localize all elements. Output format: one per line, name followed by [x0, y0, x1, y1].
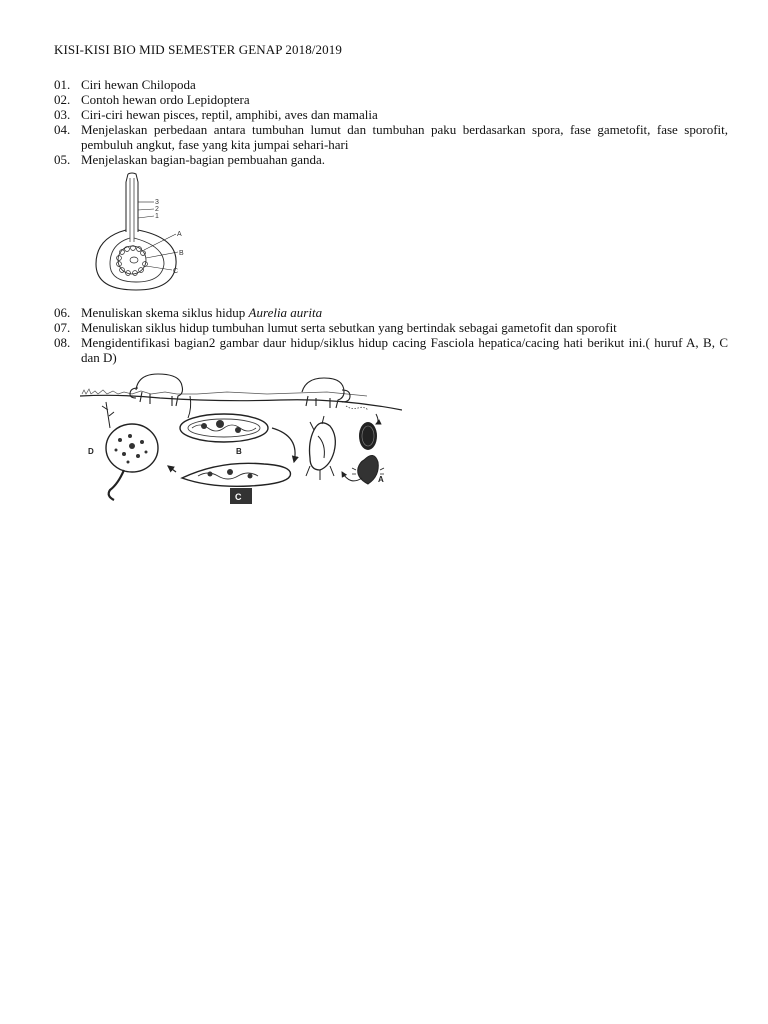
item-number: 03. [54, 107, 71, 122]
sheep-icon [130, 374, 183, 406]
item-number: 02. [54, 92, 71, 107]
list-item [54, 320, 728, 335]
label-a: A [177, 231, 182, 238]
list-item [54, 305, 728, 320]
item-number: 06. [54, 305, 71, 320]
document-title: KISI-KISI BIO MID SEMESTER GENAP 2018/2019 [54, 42, 342, 57]
label-b: B [179, 250, 184, 257]
list-item [54, 152, 728, 167]
fasciola-life-cycle-figure [80, 366, 402, 506]
item-number: 05. [54, 152, 71, 167]
item-text: Menuliskan siklus hidup tumbuhan lumut serta sebutkan yang bertindak sebagai gametofit dan sporofit [81, 320, 617, 335]
item-number: 04. [54, 122, 71, 137]
embryo-sac [117, 246, 148, 276]
item-text: Menjelaskan bagian-bagian pembuahan ganda. [81, 152, 326, 167]
item-text: Ciri-ciri hewan pisces, reptil, amphibi, aves dan mamalia [81, 107, 378, 122]
item-text: Contoh hewan ordo Lepidoptera [81, 92, 250, 107]
list-item [54, 92, 728, 107]
label-1: 1 [155, 213, 159, 220]
item-text: Menjelaskan perbedaan antara tumbuhan lumut dan tumbuhan paku berdasarkan spora, fase gametofit, fase sporofit, pembuluh angkut, fase yang kita jumpai sehari-hari [81, 122, 728, 152]
label-3: 3 [155, 199, 159, 206]
question-list-b [54, 305, 728, 365]
list-item [54, 122, 728, 152]
label-d: D [88, 447, 94, 456]
item-text: Mengidentifikasi bagian2 gambar daur hidup/siklus hidup cacing Fasciola hepatica/cacing hati berikut ini.( huruf A, B, C dan D) [81, 335, 728, 365]
item-text-plain: Menuliskan skema siklus hidup [81, 305, 246, 320]
question-list-a [54, 77, 728, 167]
life-cycle-diagram [80, 366, 402, 506]
item-number: 08. [54, 335, 71, 350]
list-item [54, 77, 728, 92]
item-text: Ciri hewan Chilopoda [81, 77, 196, 92]
stage-d [106, 424, 158, 500]
label-b: B [236, 447, 242, 456]
item-number: 07. [54, 320, 71, 335]
sheep-icon [302, 378, 350, 408]
stage-b [180, 414, 268, 442]
label-c: C [235, 492, 242, 502]
list-item [54, 335, 728, 365]
label-c: C [173, 268, 179, 275]
label-2: 2 [155, 206, 159, 213]
list-item [54, 107, 728, 122]
item-text [81, 305, 728, 320]
item-number: 01. [54, 77, 71, 92]
snail-icon [306, 416, 335, 480]
species-name: Aurelia aurita [248, 305, 323, 320]
ovule-diagram [92, 172, 196, 294]
label-a: A [378, 475, 384, 484]
double-fertilization-figure [92, 172, 196, 294]
